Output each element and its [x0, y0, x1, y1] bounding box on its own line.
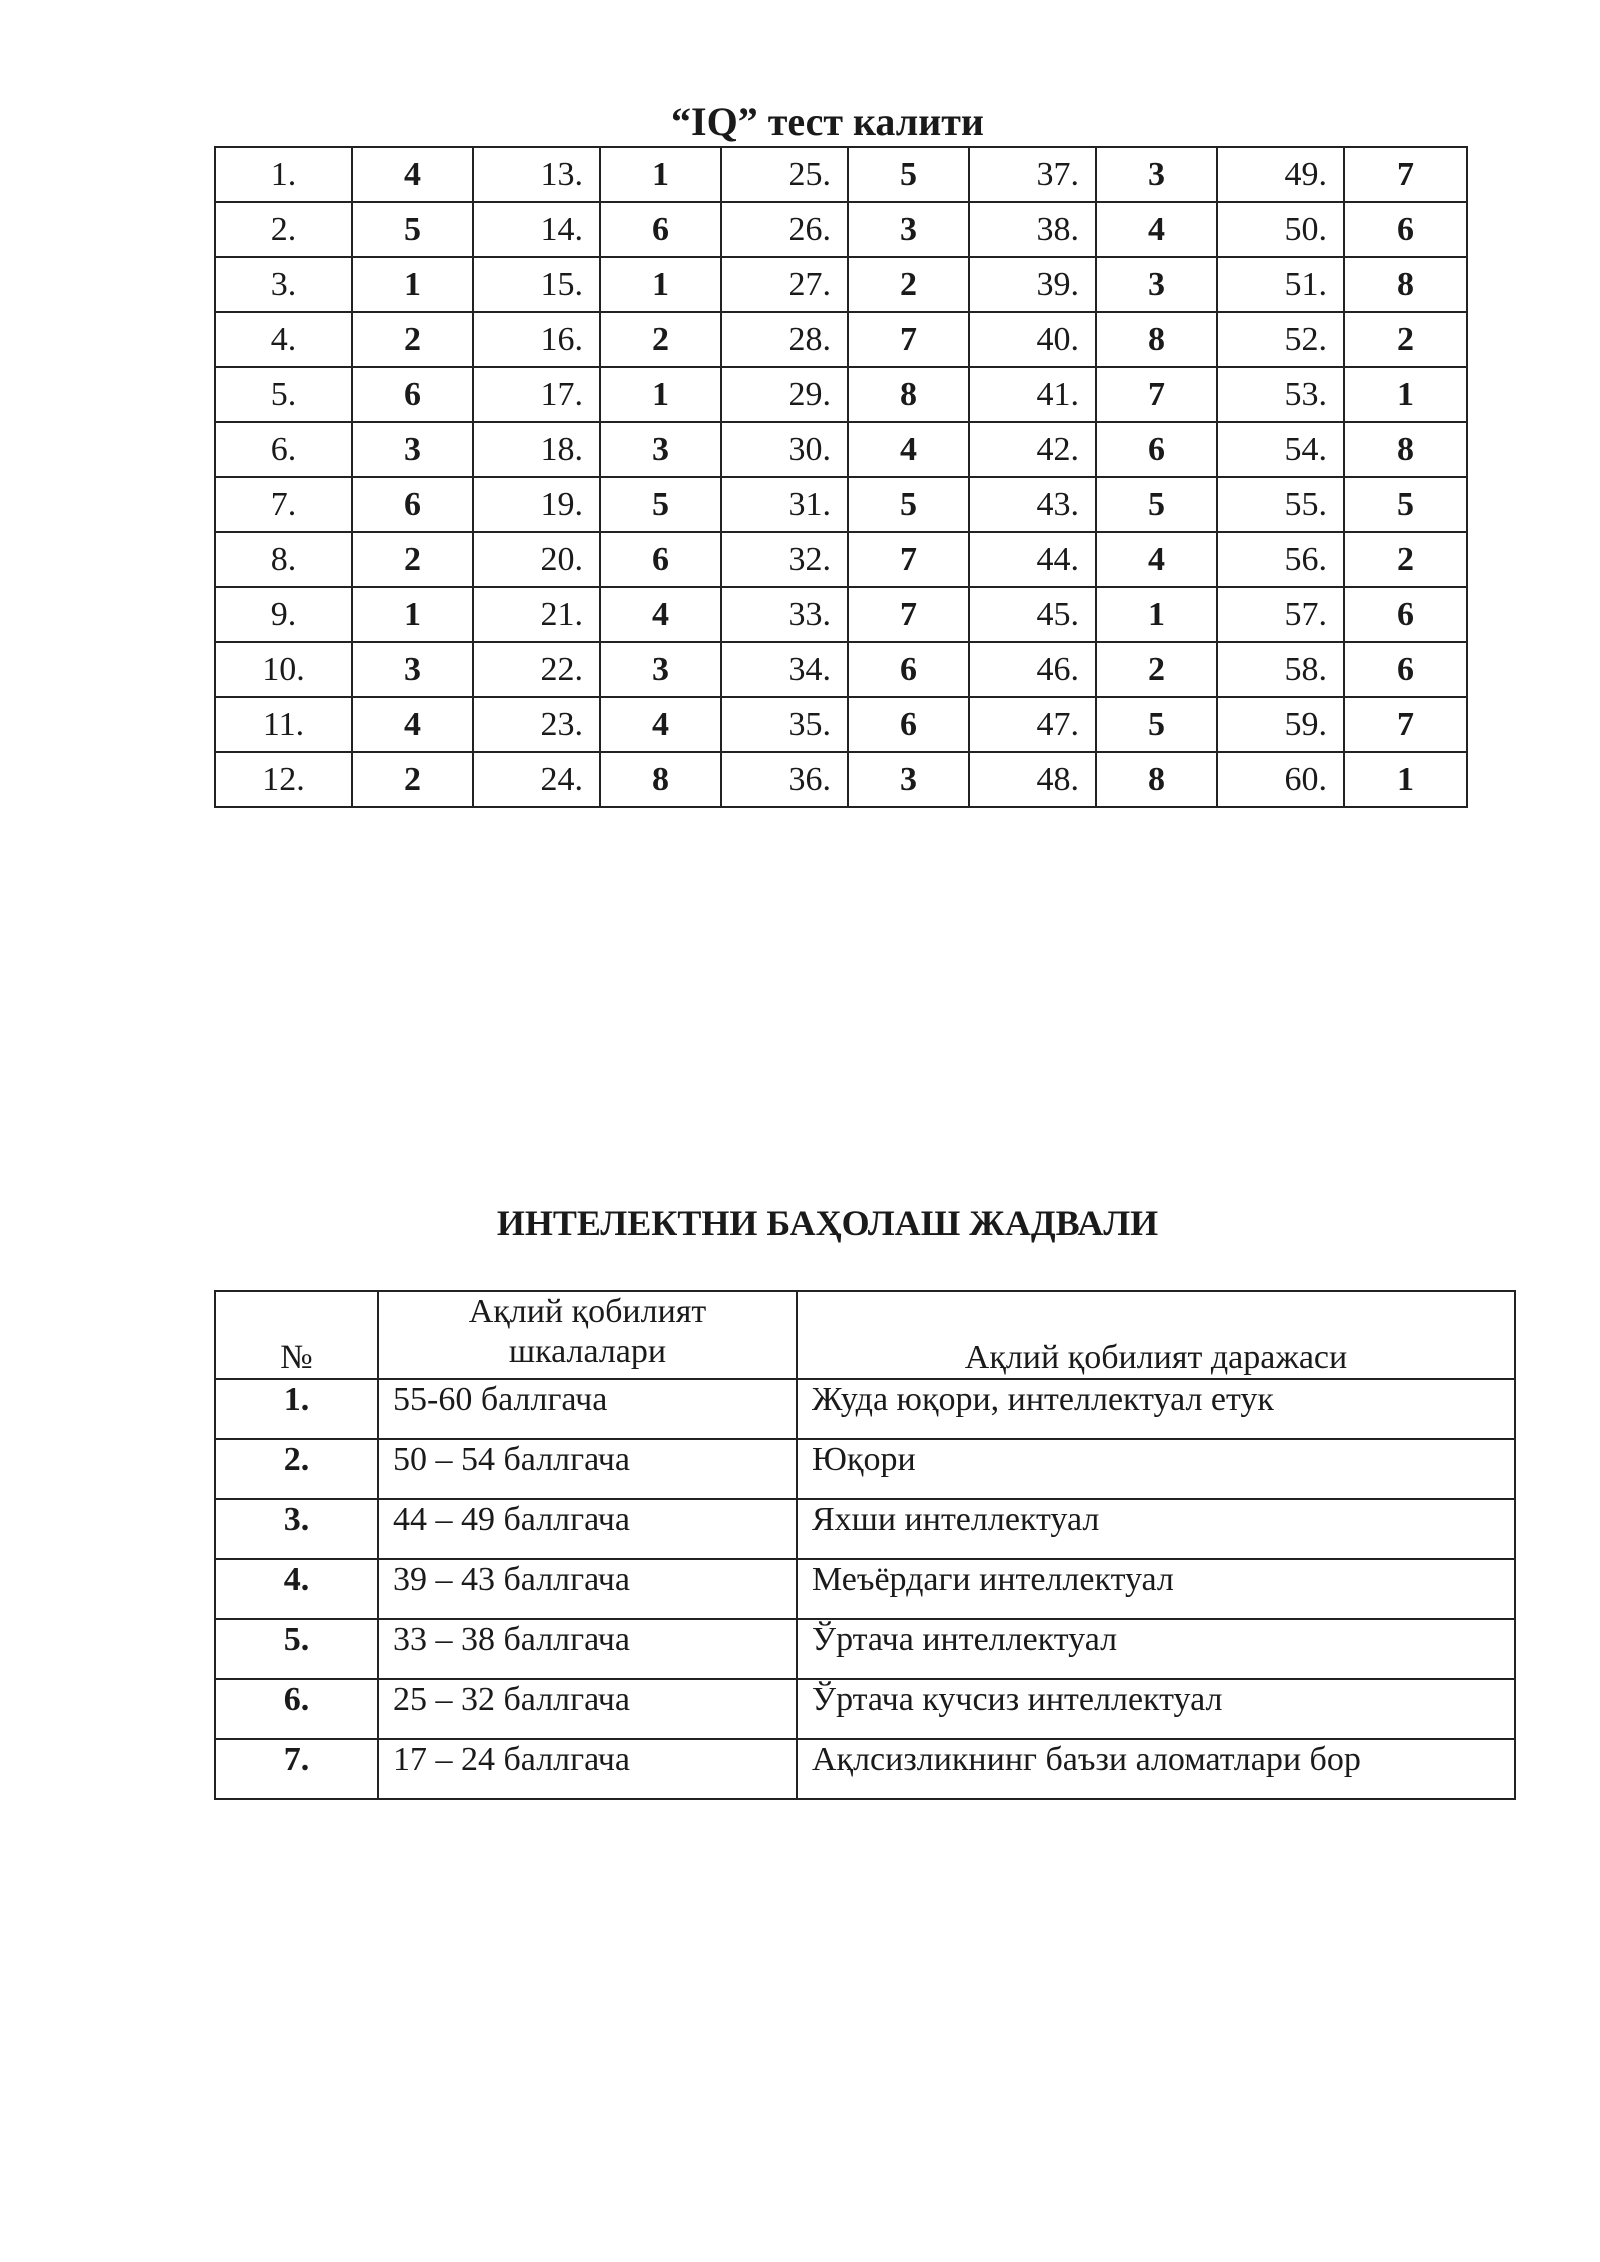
- question-number: 58.: [1217, 642, 1344, 697]
- question-number: 2.: [215, 202, 352, 257]
- answer-key-title: “IQ” тест калити: [671, 99, 984, 144]
- answer-value: 7: [1096, 367, 1217, 422]
- score-range: 17 – 24 баллгача: [378, 1739, 797, 1799]
- answer-value: 8: [848, 367, 969, 422]
- question-number: 55.: [1217, 477, 1344, 532]
- answer-value: 6: [1344, 202, 1467, 257]
- question-number: 25.: [721, 147, 848, 202]
- answer-value: 4: [1096, 202, 1217, 257]
- answer-value: 1: [600, 147, 721, 202]
- question-number: 56.: [1217, 532, 1344, 587]
- question-number: 11.: [215, 697, 352, 752]
- question-number: 12.: [215, 752, 352, 807]
- question-number: 38.: [969, 202, 1096, 257]
- question-number: 52.: [1217, 312, 1344, 367]
- answer-value: 5: [1096, 477, 1217, 532]
- answer-value: 1: [1344, 367, 1467, 422]
- answer-value: 2: [352, 532, 473, 587]
- grading-row: [215, 1499, 1515, 1559]
- answer-value: 8: [600, 752, 721, 807]
- question-number: 59.: [1217, 697, 1344, 752]
- question-number: 41.: [969, 367, 1096, 422]
- row-index: 5.: [215, 1619, 378, 1679]
- question-number: 7.: [215, 477, 352, 532]
- grading-row: [215, 1739, 1515, 1799]
- ability-level: Жуда юқори, интеллектуал етук: [797, 1379, 1515, 1439]
- question-number: 39.: [969, 257, 1096, 312]
- answer-value: 2: [1344, 312, 1467, 367]
- answer-value: 4: [352, 697, 473, 752]
- answer-value: 6: [352, 477, 473, 532]
- question-number: 32.: [721, 532, 848, 587]
- answer-value: 3: [848, 752, 969, 807]
- answer-key-row: [215, 257, 1467, 312]
- question-number: 14.: [473, 202, 600, 257]
- question-number: 37.: [969, 147, 1096, 202]
- answer-key-body: [215, 147, 1467, 807]
- question-number: 8.: [215, 532, 352, 587]
- answer-value: 6: [600, 532, 721, 587]
- answer-value: 6: [848, 697, 969, 752]
- answer-value: 1: [352, 587, 473, 642]
- header-level: Ақлий қобилият даражаси: [797, 1291, 1515, 1379]
- answer-value: 3: [1096, 147, 1217, 202]
- answer-value: 2: [352, 312, 473, 367]
- row-index: 2.: [215, 1439, 378, 1499]
- answer-value: 2: [848, 257, 969, 312]
- question-number: 22.: [473, 642, 600, 697]
- answer-value: 4: [352, 147, 473, 202]
- question-number: 31.: [721, 477, 848, 532]
- answer-value: 7: [848, 587, 969, 642]
- question-number: 15.: [473, 257, 600, 312]
- question-number: 4.: [215, 312, 352, 367]
- question-number: 17.: [473, 367, 600, 422]
- header-scale: [378, 1291, 797, 1379]
- question-number: 18.: [473, 422, 600, 477]
- answer-value: 6: [600, 202, 721, 257]
- question-number: 35.: [721, 697, 848, 752]
- grading-table-title: ИНТЕЛЕКТНИ БАҲОЛАШ ЖАДВАЛИ: [496, 1203, 1159, 1243]
- question-number: 53.: [1217, 367, 1344, 422]
- score-range: 55-60 баллгача: [378, 1379, 797, 1439]
- question-number: 49.: [1217, 147, 1344, 202]
- header-scale-line1: Ақлий қобилият: [468, 1293, 707, 1330]
- header-scale-line2: шкалалари: [508, 1333, 667, 1370]
- row-index: 1.: [215, 1379, 378, 1439]
- answer-key-row: [215, 697, 1467, 752]
- question-number: 21.: [473, 587, 600, 642]
- answer-value: 1: [600, 257, 721, 312]
- answer-value: 4: [600, 697, 721, 752]
- question-number: 44.: [969, 532, 1096, 587]
- question-number: 24.: [473, 752, 600, 807]
- ability-level: Ўртача интеллектуал: [797, 1619, 1515, 1679]
- question-number: 5.: [215, 367, 352, 422]
- row-index: 6.: [215, 1679, 378, 1739]
- answer-value: 7: [1344, 697, 1467, 752]
- answer-value: 1: [1344, 752, 1467, 807]
- question-number: 50.: [1217, 202, 1344, 257]
- question-number: 27.: [721, 257, 848, 312]
- answer-value: 3: [600, 642, 721, 697]
- grading-header-row: [215, 1291, 1515, 1379]
- answer-value: 1: [352, 257, 473, 312]
- answer-value: 6: [1344, 587, 1467, 642]
- question-number: 43.: [969, 477, 1096, 532]
- grading-row: [215, 1439, 1515, 1499]
- question-number: 46.: [969, 642, 1096, 697]
- question-number: 13.: [473, 147, 600, 202]
- question-number: 16.: [473, 312, 600, 367]
- answer-value: 6: [848, 642, 969, 697]
- row-index: 4.: [215, 1559, 378, 1619]
- answer-key-row: [215, 587, 1467, 642]
- question-number: 3.: [215, 257, 352, 312]
- answer-value: 3: [352, 642, 473, 697]
- question-number: 19.: [473, 477, 600, 532]
- answer-value: 4: [1096, 532, 1217, 587]
- answer-key-row: [215, 532, 1467, 587]
- row-index: 3.: [215, 1499, 378, 1559]
- question-number: 28.: [721, 312, 848, 367]
- answer-value: 5: [352, 202, 473, 257]
- answer-value: 2: [1344, 532, 1467, 587]
- header-number: №: [215, 1291, 378, 1379]
- score-range: 44 – 49 баллгача: [378, 1499, 797, 1559]
- answer-value: 1: [1096, 587, 1217, 642]
- question-number: 48.: [969, 752, 1096, 807]
- answer-value: 4: [848, 422, 969, 477]
- grading-row: [215, 1619, 1515, 1679]
- answer-value: 4: [600, 587, 721, 642]
- answer-key-row: [215, 642, 1467, 697]
- ability-level: Меъёрдаги интеллектуал: [797, 1559, 1515, 1619]
- answer-value: 7: [848, 312, 969, 367]
- grading-table-body: [215, 1291, 1515, 1799]
- answer-key-row: [215, 147, 1467, 202]
- question-number: 40.: [969, 312, 1096, 367]
- answer-value: 2: [600, 312, 721, 367]
- answer-value: 3: [352, 422, 473, 477]
- question-number: 60.: [1217, 752, 1344, 807]
- answer-key-row: [215, 367, 1467, 422]
- score-range: 33 – 38 баллгача: [378, 1619, 797, 1679]
- answer-value: 8: [1096, 312, 1217, 367]
- question-number: 29.: [721, 367, 848, 422]
- answer-value: 6: [352, 367, 473, 422]
- question-number: 34.: [721, 642, 848, 697]
- answer-key-row: [215, 422, 1467, 477]
- answer-value: 8: [1344, 257, 1467, 312]
- answer-value: 5: [1344, 477, 1467, 532]
- row-index: 7.: [215, 1739, 378, 1799]
- answer-value: 7: [848, 532, 969, 587]
- question-number: 10.: [215, 642, 352, 697]
- answer-value: 1: [600, 367, 721, 422]
- question-number: 45.: [969, 587, 1096, 642]
- question-number: 57.: [1217, 587, 1344, 642]
- score-range: 50 – 54 баллгача: [378, 1439, 797, 1499]
- question-number: 26.: [721, 202, 848, 257]
- answer-value: 2: [1096, 642, 1217, 697]
- answer-value: 5: [848, 147, 969, 202]
- ability-level: Ўртача кучсиз интеллектуал: [797, 1679, 1515, 1739]
- question-number: 20.: [473, 532, 600, 587]
- question-number: 1.: [215, 147, 352, 202]
- ability-level: Юқори: [797, 1439, 1515, 1499]
- answer-key-table: [214, 146, 1468, 808]
- answer-value: 7: [1344, 147, 1467, 202]
- answer-value: 3: [1096, 257, 1217, 312]
- answer-value: 8: [1344, 422, 1467, 477]
- grading-row: [215, 1559, 1515, 1619]
- question-number: 47.: [969, 697, 1096, 752]
- question-number: 54.: [1217, 422, 1344, 477]
- grading-table: [214, 1290, 1516, 1800]
- answer-key-row: [215, 202, 1467, 257]
- answer-value: 6: [1344, 642, 1467, 697]
- ability-level: Ақлсизликнинг баъзи аломатлари бор: [797, 1739, 1515, 1799]
- answer-key-row: [215, 477, 1467, 532]
- question-number: 33.: [721, 587, 848, 642]
- question-number: 23.: [473, 697, 600, 752]
- answer-value: 6: [1096, 422, 1217, 477]
- question-number: 36.: [721, 752, 848, 807]
- answer-key-row: [215, 752, 1467, 807]
- score-range: 25 – 32 баллгача: [378, 1679, 797, 1739]
- question-number: 42.: [969, 422, 1096, 477]
- ability-level: Яхши интеллектуал: [797, 1499, 1515, 1559]
- answer-value: 3: [600, 422, 721, 477]
- answer-value: 3: [848, 202, 969, 257]
- question-number: 6.: [215, 422, 352, 477]
- grading-row: [215, 1679, 1515, 1739]
- answer-value: 5: [600, 477, 721, 532]
- question-number: 51.: [1217, 257, 1344, 312]
- answer-value: 5: [848, 477, 969, 532]
- answer-key-row: [215, 312, 1467, 367]
- question-number: 9.: [215, 587, 352, 642]
- score-range: 39 – 43 баллгача: [378, 1559, 797, 1619]
- question-number: 30.: [721, 422, 848, 477]
- answer-value: 2: [352, 752, 473, 807]
- answer-value: 8: [1096, 752, 1217, 807]
- grading-row: [215, 1379, 1515, 1439]
- answer-value: 5: [1096, 697, 1217, 752]
